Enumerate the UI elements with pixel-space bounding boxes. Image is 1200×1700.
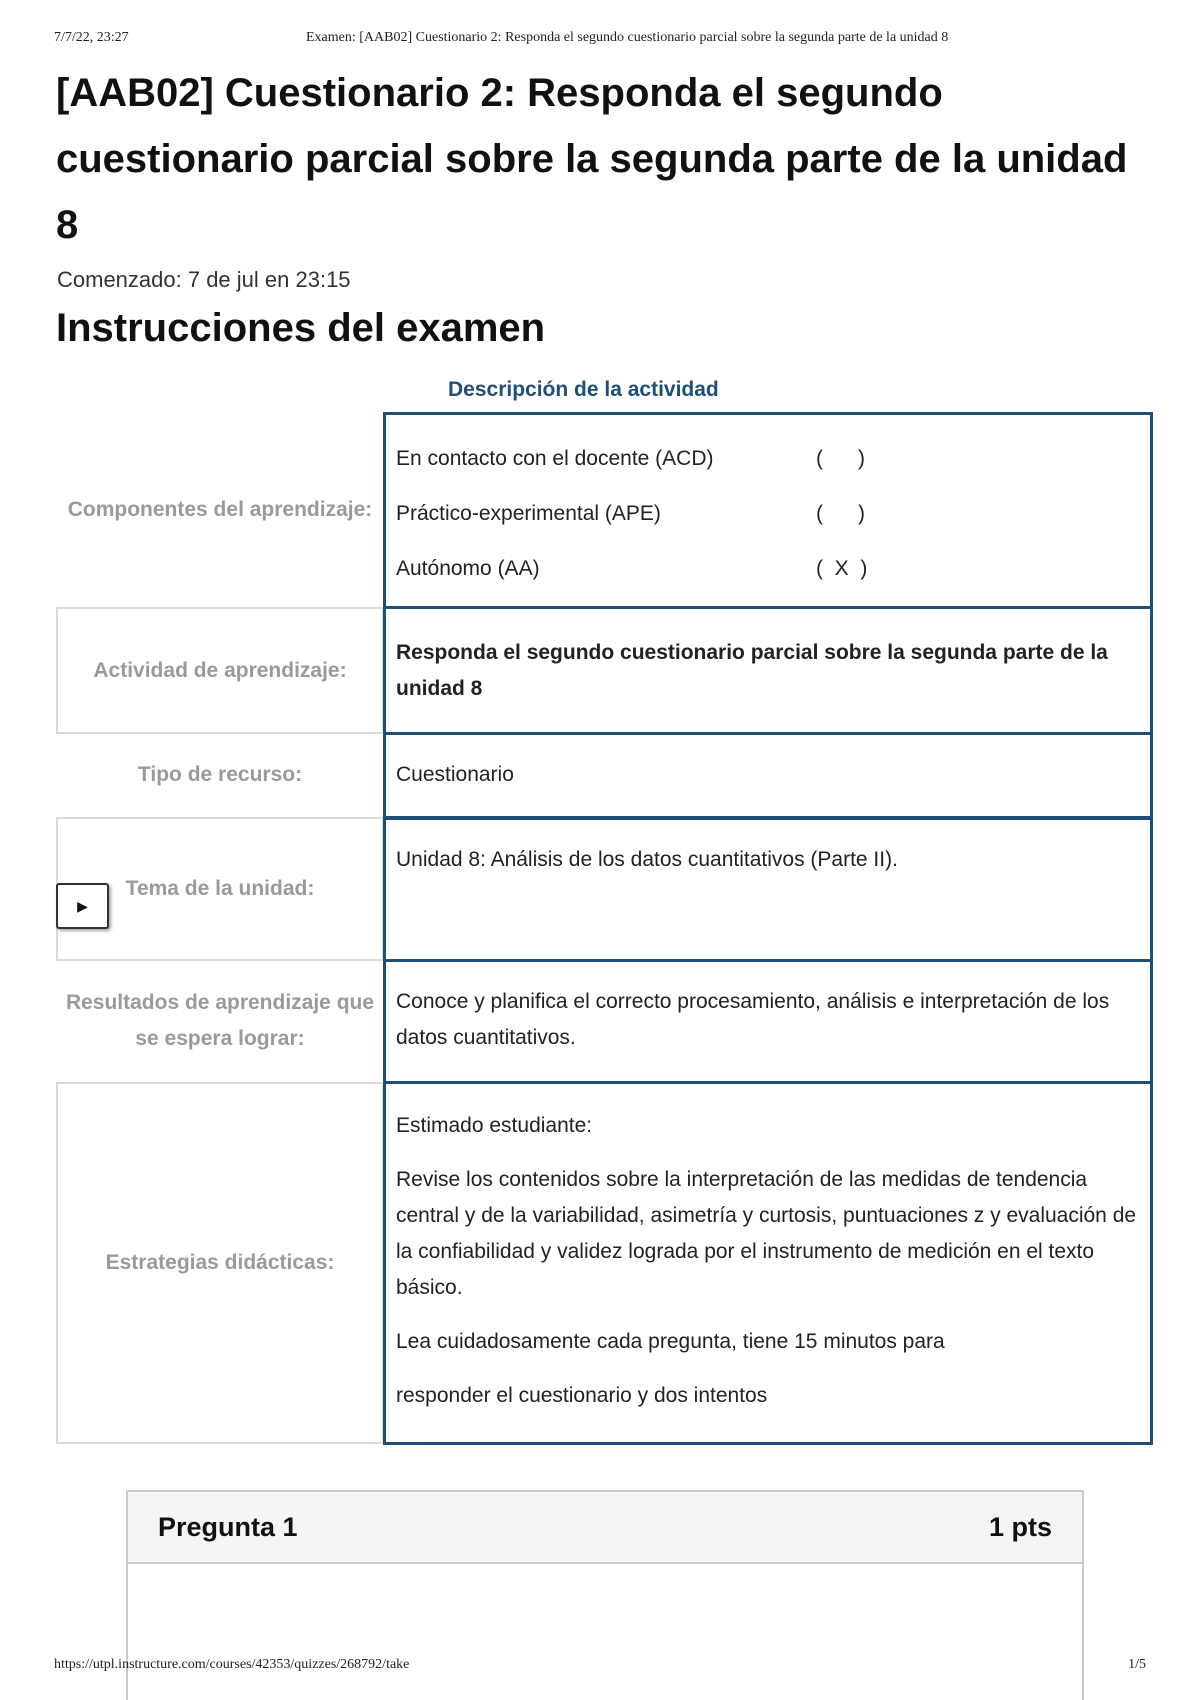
component-aa bbox=[396, 541, 1140, 596]
resource-value: Cuestionario bbox=[383, 732, 1153, 819]
component-acd bbox=[396, 431, 1140, 486]
strategies-label: Estrategias didácticas: bbox=[56, 1082, 384, 1444]
description-heading: Descripción de la actividad bbox=[448, 378, 719, 401]
question-title: Pregunta 1 bbox=[158, 1511, 298, 1542]
components-value bbox=[383, 412, 1153, 609]
topic-label: Tema de la unidad: bbox=[56, 817, 384, 961]
instructions-heading: Instrucciones del examen bbox=[56, 306, 546, 350]
component-acd-mark: ( ) bbox=[816, 446, 865, 470]
print-doc-title: Examen: [AAB02] Cuestionario 2: Responda el segundo cuestionario parcial sobre la segunda parte de la unidad 8 bbox=[306, 30, 949, 45]
topic-value: Unidad 8: Análisis de los datos cuantitativos (Parte II). bbox=[383, 817, 1153, 962]
strategies-paragraph-2a: Lea cuidadosamente cada pregunta, tiene 15 minutos para bbox=[396, 1330, 945, 1353]
strategies-value bbox=[383, 1081, 1153, 1445]
activity-label: Actividad de aprendizaje: bbox=[56, 607, 384, 734]
play-button[interactable]: ▶ bbox=[56, 883, 109, 929]
strategies-greeting: Estimado estudiante: bbox=[396, 1114, 593, 1137]
print-footer bbox=[54, 1657, 1146, 1673]
strategies-paragraph-1: Revise los contenidos sobre la interpretación de las medidas de tendencia central y de la variabilidad, asimetría y curtosis, puntuaciones z y evaluación de la confiabilidad y validez lograda por el instrumento de medición en el texto básico. bbox=[396, 1168, 1137, 1299]
component-aa-name: Autónomo (AA) bbox=[396, 556, 540, 580]
outcomes-value: Conoce y planifica el correcto procesamiento, análisis e interpretación de los datos cuantitativos. bbox=[383, 959, 1153, 1084]
outcomes-label: Resultados de aprendizaje que se espera lograr: bbox=[65, 991, 375, 1050]
component-ape-name: Práctico-experimental (APE) bbox=[396, 501, 661, 525]
print-page-number: 1/5 bbox=[1128, 1657, 1146, 1672]
component-ape-mark: ( ) bbox=[816, 501, 865, 525]
components-label: Componentes del aprendizaje: bbox=[67, 498, 373, 521]
component-acd-name: En contacto con el docente (ACD) bbox=[396, 446, 714, 470]
print-url: https://utpl.instructure.com/courses/42353/quizzes/268792/take bbox=[54, 1657, 410, 1672]
page-title: [AAB02] Cuestionario 2: Responda el segundo cuestionario parcial sobre la segunda parte de la unidad 8 bbox=[56, 71, 1128, 247]
question-points: 1 pts bbox=[988, 1511, 1052, 1542]
started-timestamp: Comenzado: 7 de jul en 23:15 bbox=[57, 267, 351, 292]
resource-label: Tipo de recurso: bbox=[137, 763, 303, 786]
component-ape bbox=[396, 486, 1140, 541]
component-aa-mark: ( X ) bbox=[816, 556, 868, 580]
question-header bbox=[128, 1492, 1082, 1564]
strategies-paragraph-2b: responder el cuestionario y dos intentos bbox=[396, 1384, 768, 1407]
activity-value: Responda el segundo cuestionario parcial sobre la segunda parte de la unidad 8 bbox=[383, 606, 1153, 735]
print-date: 7/7/22, 23:27 bbox=[54, 30, 129, 45]
